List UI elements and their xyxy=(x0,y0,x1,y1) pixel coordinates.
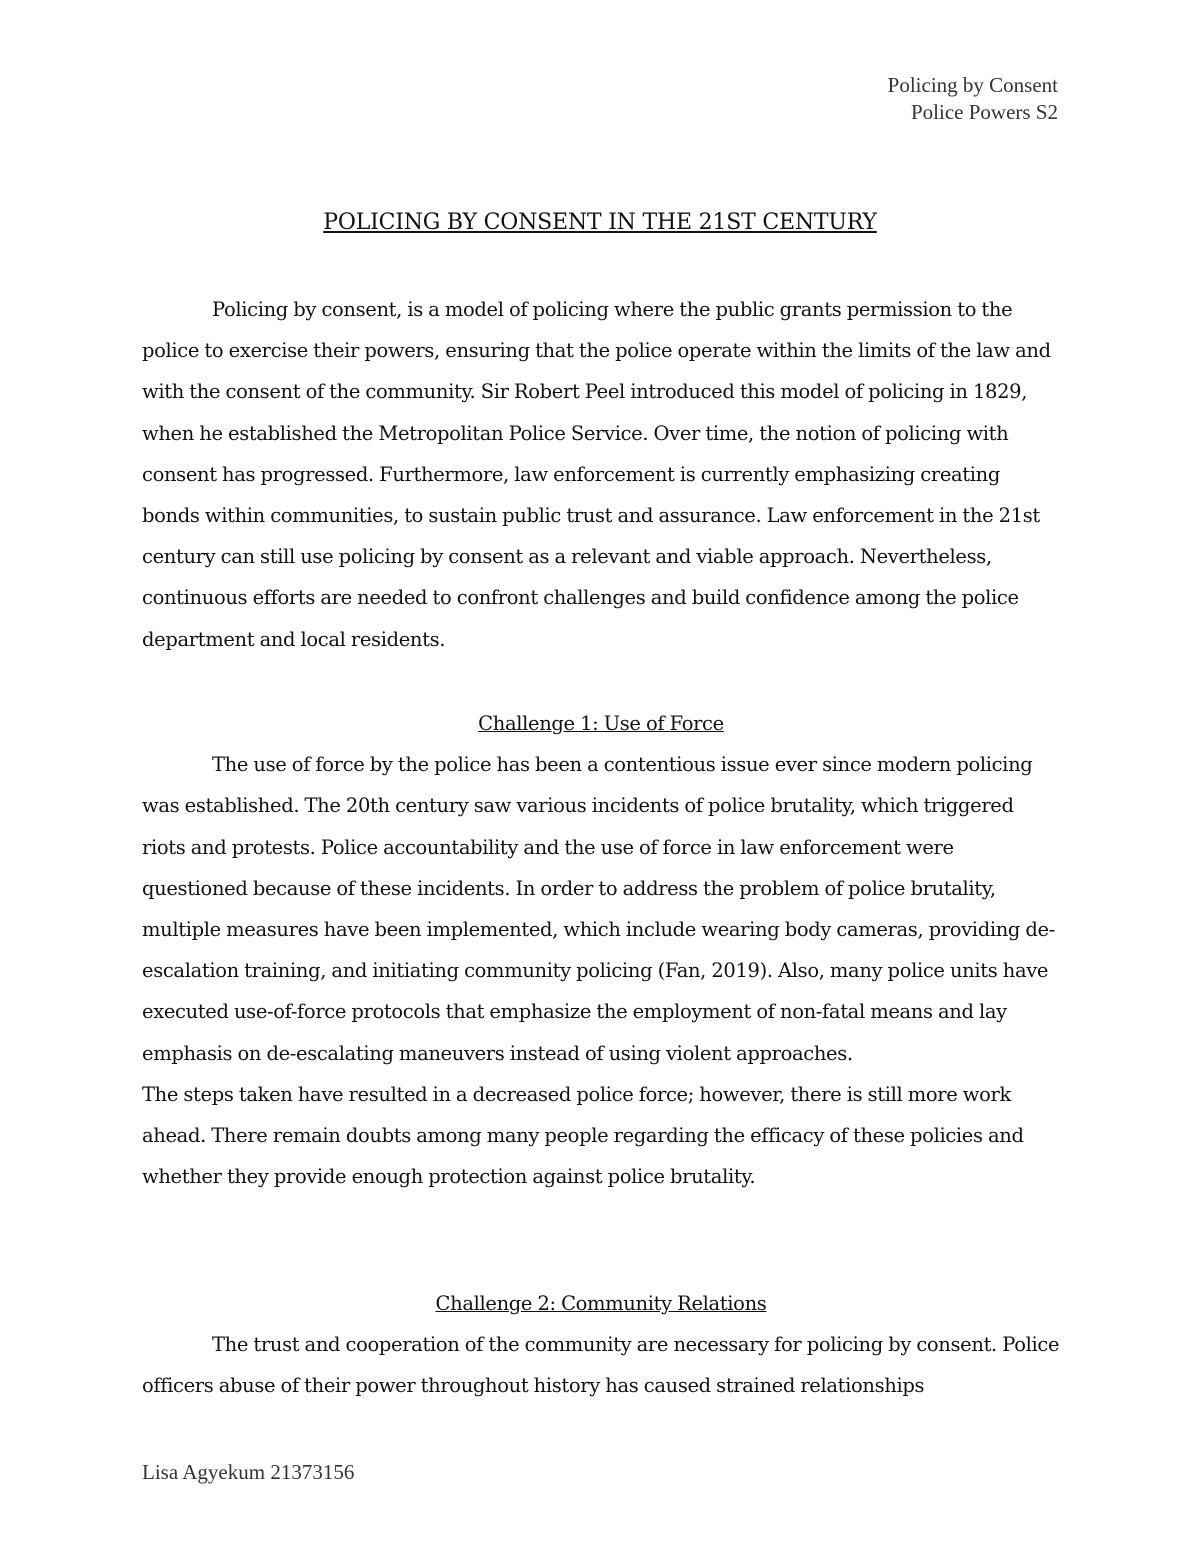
challenge-1-heading: Challenge 1: Use of Force xyxy=(478,712,724,735)
challenge-2-heading: Challenge 2: Community Relations xyxy=(435,1292,767,1315)
document-title: POLICING BY CONSENT IN THE 21ST CENTURY xyxy=(323,210,877,235)
challenge-2-paragraph: The trust and cooperation of the community are necessary for policing by consent. Police officers abuse of their power throughout history has caused strained relationships xyxy=(142,1333,1060,1398)
running-header xyxy=(888,72,1058,126)
footer-author: Lisa Agyekum 21373156 xyxy=(142,1460,355,1484)
header-module: Police Powers S2 xyxy=(911,100,1058,124)
challenge-2-section xyxy=(142,1283,1060,1407)
intro-paragraph: Policing by consent, is a model of policing where the public grants permission to the police to exercise their powers, ensuring that the police operate within the limits of the law and with the consent of the community. Sir Robert Peel introduced this model of policing in 1829, when he established the Metropolitan Police Service. Over time, the notion of policing with consent has progressed. Furthermore, law enforcement is currently emphasizing creating bonds within communities, to sustain public trust and assurance. Law enforcement in the 21st century can still use policing by consent as a relevant and viable approach. Nevertheless, continuous efforts are needed to confront challenges and build confidence among the police department and local residents. xyxy=(142,298,1051,651)
challenge-1-paragraph: The use of force by the police has been a contentious issue ever since modern policing was established. The 20th century saw various incidents of police brutality, which triggered riots and protests. Police accountability and the use of force in law enforcement were questioned because of these incidents. In order to address the problem of police brutality, multiple measures have been implemented, which include wearing body cameras, providing de-escalation training, and initiating community policing (Fan, 2019). Also, many police units have executed use-of-force protocols that emphasize the employment of non-fatal means and lay emphasis on de-escalating maneuvers instead of using violent approaches. xyxy=(142,753,1055,1065)
challenge-1-section xyxy=(142,703,1060,1197)
header-title: Policing by Consent xyxy=(887,73,1058,97)
intro-section xyxy=(142,289,1060,660)
challenge-1-followup-paragraph: The steps taken have resulted in a decreased police force; however, there is still more work ahead. There remain doubts among many people regarding the efficacy of these policies and whether they provide enough protection against police brutality. xyxy=(142,1082,1024,1189)
